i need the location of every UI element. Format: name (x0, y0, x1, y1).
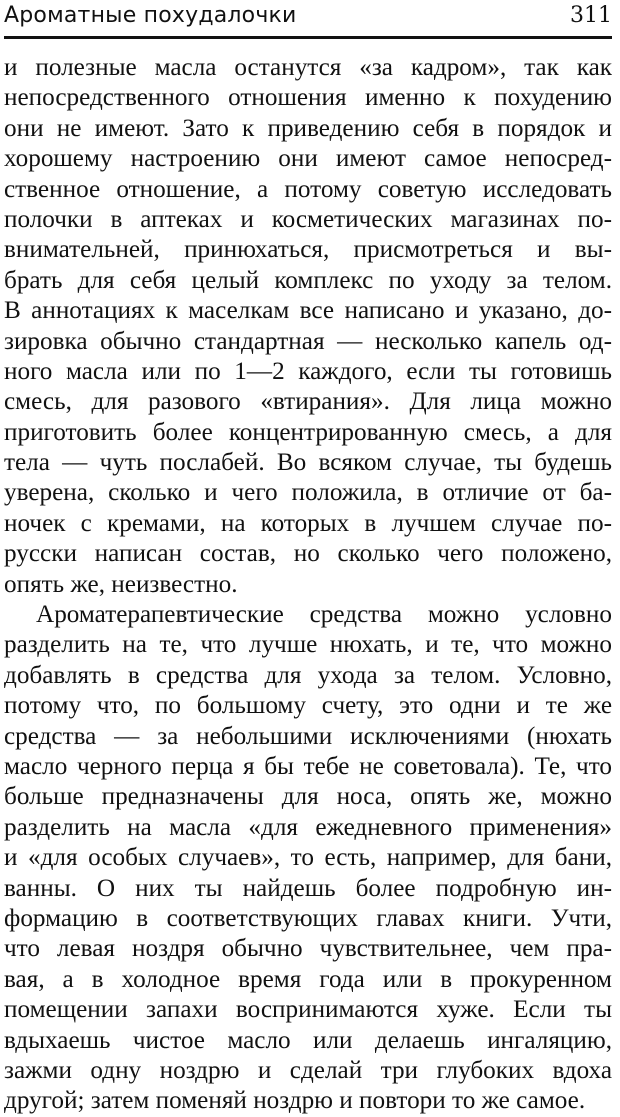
paragraph (4, 600, 612, 1117)
text-line: потому что, по большому счету, это одни и те же (4, 692, 612, 720)
text-line: смесь, для разового «втирания». Для лица можно (4, 388, 612, 416)
text-line: добавлять в средства для ухода за телом. Условно, (4, 661, 612, 689)
text-line: больше предназначены для носа, опять же, можно (4, 783, 612, 811)
text-line: хорошему настроению они имеют самое непосред- (4, 145, 612, 173)
text-line: русски написан состав, но сколько чего положено, (4, 540, 612, 568)
text-line: вдыхаешь чистое масло или делаешь ингаляцию, (4, 1026, 612, 1054)
text-line: тела — чуть послабей. Во всяком случае, ты будешь (4, 449, 612, 477)
text-line: опять же, неизвестно. (4, 570, 238, 598)
text-line: ственное отношение, а потому советую исследовать (4, 175, 612, 203)
text-line: другой; затем поменяй ноздрю и повтори то же самое. (4, 1087, 586, 1115)
text-line: непосредственного отношения именно к похудению (4, 84, 612, 112)
text-line: зажми одну ноздрю и сделай три глубоких вдоха (4, 1056, 612, 1084)
text-line: помещении запахи воспринимаются хуже. Если ты (4, 996, 612, 1024)
text-line: ванны. О них ты найдешь более подробную ин- (4, 874, 612, 902)
text-line: ночек с кремами, на которых в лучшем случае по- (4, 509, 612, 537)
text-line: масло черного перца я бы тебе не советовала). Те, что (4, 752, 612, 780)
body-text (4, 53, 612, 1117)
text-line: средства — за небольшими исключениями (нюхать (4, 722, 612, 750)
text-line: и «для особых случаев», то есть, например, для бани, (4, 844, 612, 872)
running-head (4, 0, 612, 39)
chapter-title: Ароматные похудалочки (4, 3, 297, 28)
text-line: приготовить более концентрированную смесь, а для (4, 418, 612, 446)
text-line: Ароматерапевтические средства можно условно (36, 601, 612, 629)
text-line: вая, а в холодное время года или в прокуренном (4, 965, 612, 993)
page-number: 311 (570, 3, 612, 28)
text-line: разделить на масла «для ежедневного применения» (4, 813, 612, 841)
text-line: зировка обычно стандартная — несколько капель од- (4, 327, 612, 355)
text-line: В аннотациях к маселкам все написано и указано, до- (4, 297, 612, 325)
text-line: формацию в соответствующих главах книги. Учти, (4, 904, 612, 932)
text-line: и полезные масла останутся «за кадром», так как (4, 54, 612, 81)
paragraph (4, 53, 612, 600)
text-line: полочки в аптеках и косметических магазинах по- (4, 205, 612, 233)
text-line: внимательней, принюхаться, присмотреться и вы- (4, 236, 612, 264)
text-line: они не имеют. Зато к приведению себя в порядок и (4, 114, 612, 142)
text-line: уверена, сколько и чего положила, в отличие от ба- (4, 479, 612, 507)
text-line: брать для себя целый комплекс по уходу за телом. (4, 266, 612, 294)
text-line: ного масла или по 1—2 каждого, если ты готовишь (4, 357, 612, 385)
text-line: что левая ноздря обычно чувствительнее, чем пра- (4, 935, 612, 963)
text-line: разделить на те, что лучше нюхать, и те, что можно (4, 631, 612, 659)
